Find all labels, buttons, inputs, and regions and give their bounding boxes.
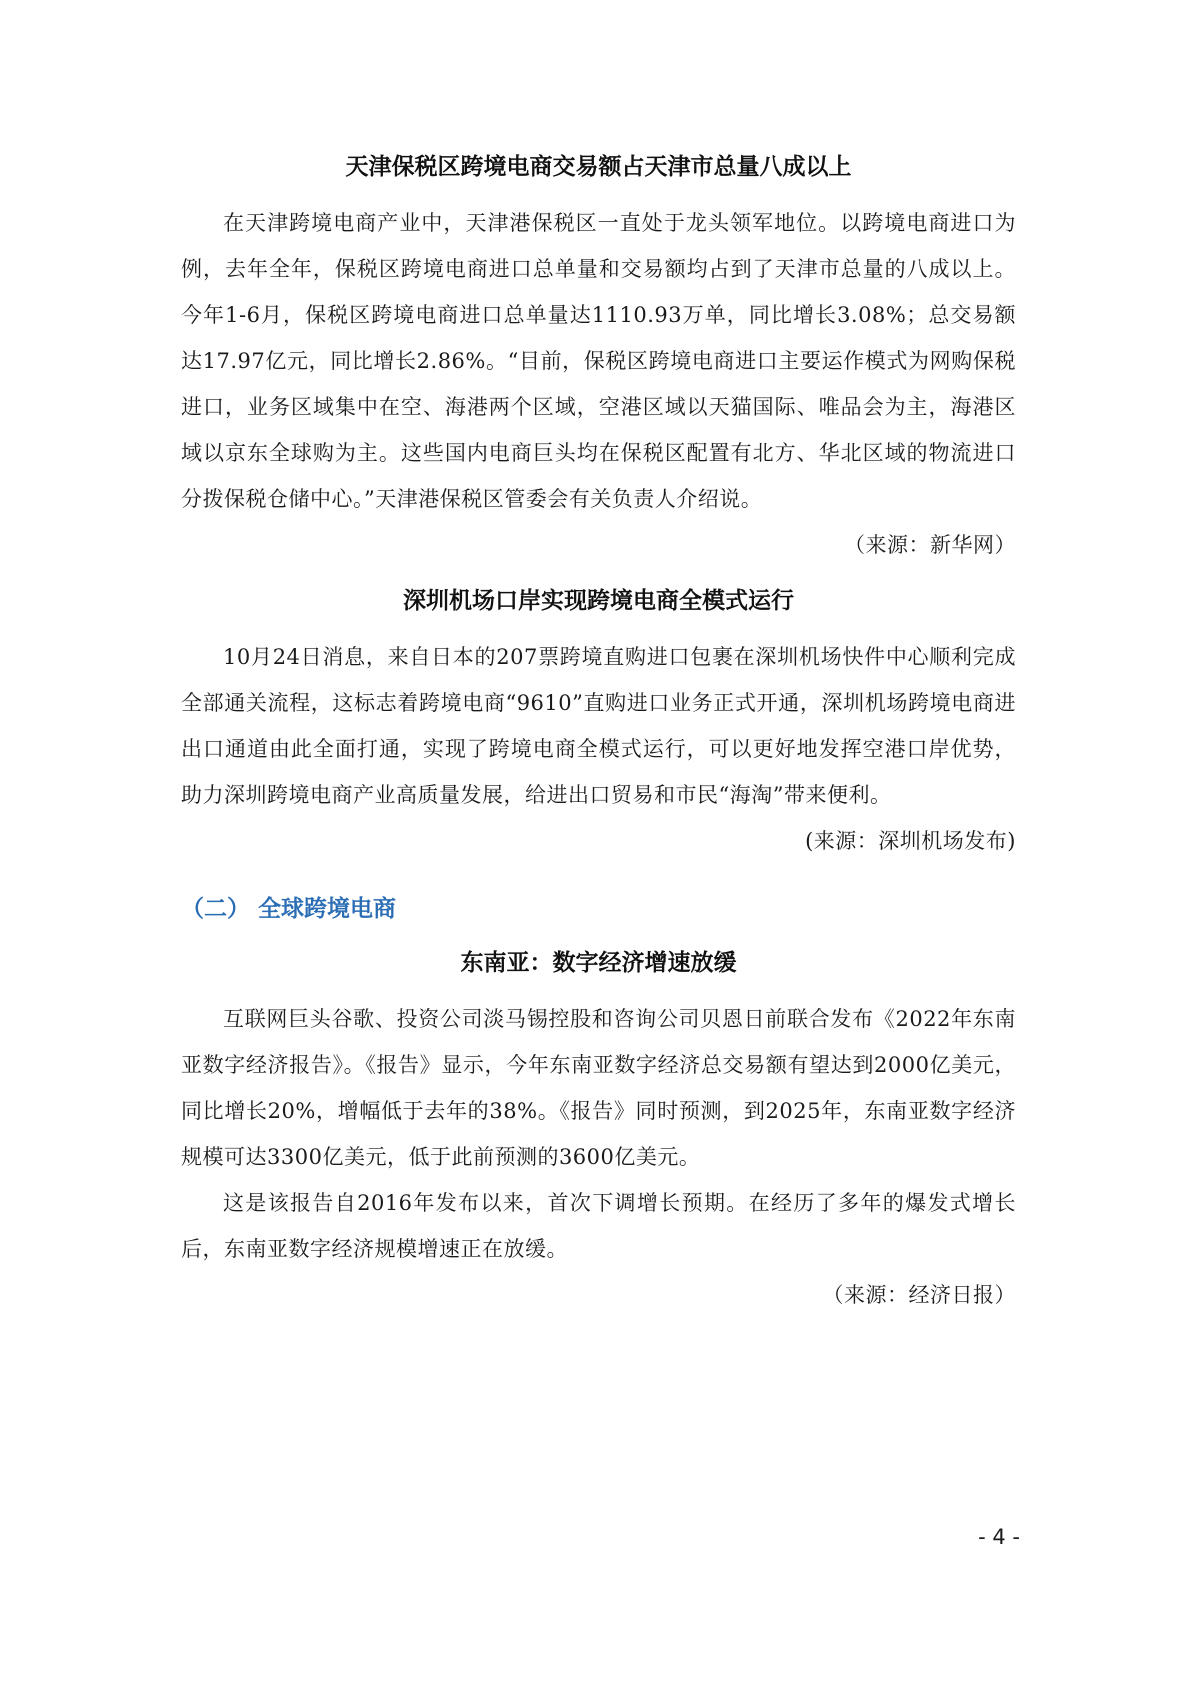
page-number: - 4 - [978,1525,1020,1549]
article-source: (来源：深圳机场发布) [805,829,1016,853]
section-title: （二） 全球跨境电商 [181,896,397,922]
page-content [181,150,1016,1318]
article-paragraph: 这是该报告自2016年发布以来，首次下调增长预期。在经历了多年的爆发式增长后，东南亚数字经济规模增速正在放缓。 [181,1191,1016,1261]
article-source: （来源：经济日报） [822,1283,1016,1307]
article-title-shenzhen: 深圳机场口岸实现跨境电商全模式运行 [403,588,794,614]
article-title-southeast-asia: 东南亚：数字经济增速放缓 [460,950,737,976]
article-paragraph: 互联网巨头谷歌、投资公司淡马锡控股和咨询公司贝恩日前联合发布《2022年东南亚数字经济报告》。《报告》显示，今年东南亚数字经济总交易额有望达到2000亿美元，同比增长20%，增幅低于去年的38%。《报告》同时预测，到2025年，东南亚数字经济规模可达3300亿美元，低于此前预测的3600亿美元。 [181,1007,1016,1169]
article-paragraph: 在天津跨境电商产业中，天津港保税区一直处于龙头领军地位。以跨境电商进口为例，去年全年，保税区跨境电商进口总单量和交易额均占到了天津市总量的八成以上。今年1-6月，保税区跨境电商进口总单量达1110.93万单，同比增长3.08%；总交易额达17.97亿元，同比增长2.86%。“目前，保税区跨境电商进口主要运作模式为网购保税进口，业务区域集中在空、海港两个区域，空港区域以天猫国际、唯品会为主，海港区域以京东全球购为主。这些国内电商巨头均在保税区配置有北方、华北区域的物流进口分拨保税仓储中心。”天津港保税区管委会有关负责人介绍说。 [181,211,1016,511]
article-paragraph: 10月24日消息，来自日本的207票跨境直购进口包裹在深圳机场快件中心顺利完成全部通关流程，这标志着跨境电商“9610”直购进口业务正式开通，深圳机场跨境电商进出口通道由此全面打通，实现了跨境电商全模式运行，可以更好地发挥空港口岸优势，助力深圳跨境电商产业高质量发展，给进出口贸易和市民“海淘”带来便利。 [181,645,1016,807]
article-title-tianjin: 天津保税区跨境电商交易额占天津市总量八成以上 [345,154,852,180]
article-source: （来源：新华网） [844,533,1016,557]
